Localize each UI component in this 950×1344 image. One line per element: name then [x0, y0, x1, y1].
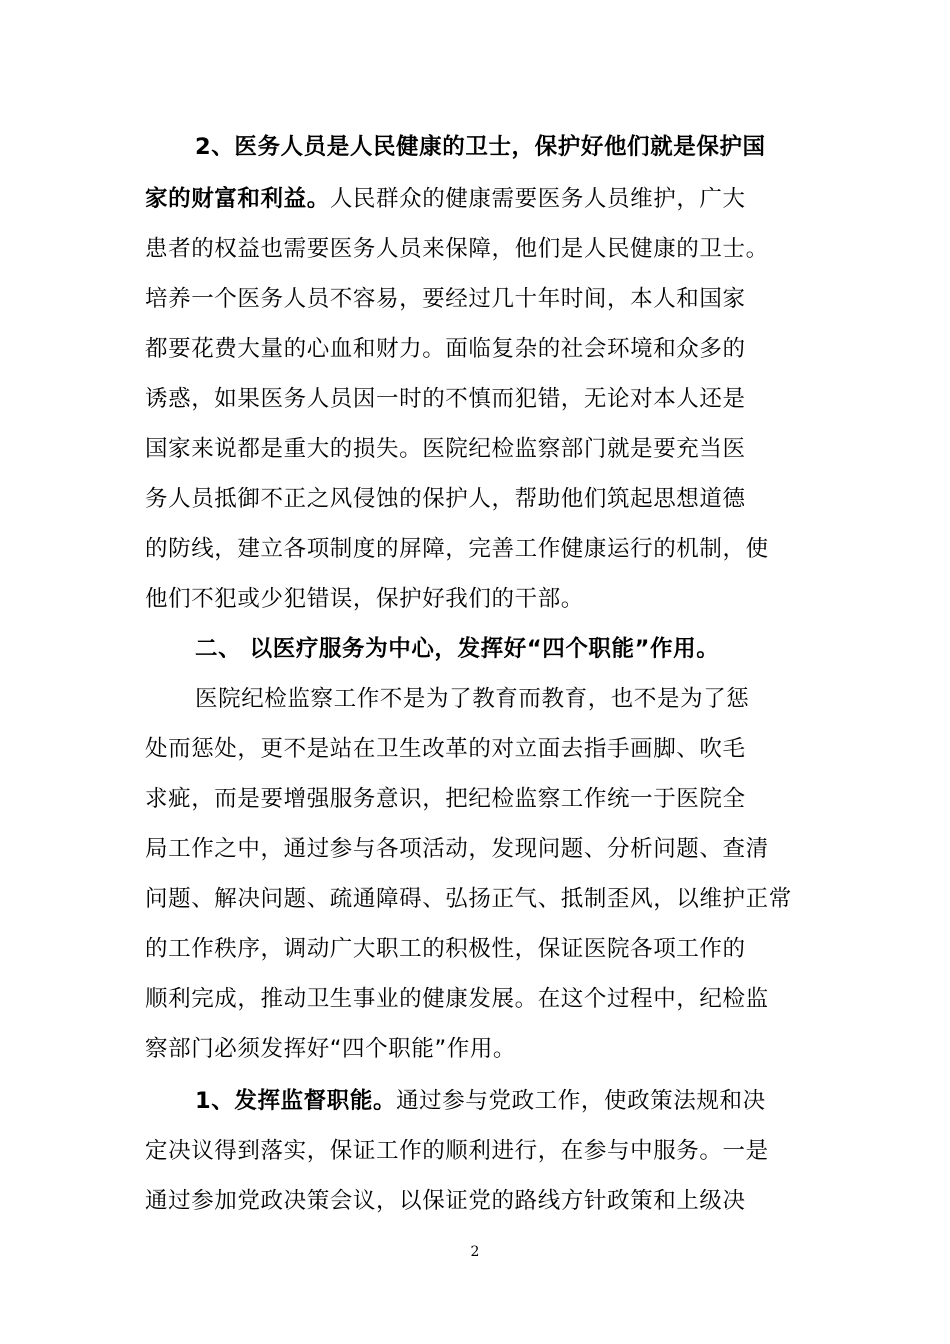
body-text: 定决议得到落实，保证工作的顺利进行，在参与中服务。一是 — [145, 1138, 769, 1164]
body-text: 的工作秩序，调动广大职工的积极性，保证医院各项工作的 — [145, 936, 746, 962]
paragraph-line — [145, 979, 805, 1019]
heading-text: 二、 以医疗服务为中心，发挥好“四个职能”作用。 — [195, 636, 720, 662]
paragraph-line — [145, 779, 805, 819]
body-text: 处而惩处，更不是站在卫生改革的对立面去指手画脚、吹毛 — [145, 736, 746, 762]
body-text: 问题、解决问题、疏通障碍、弘扬正气、抵制歪风，以维护正常 — [145, 886, 792, 912]
body-text: 通过参与党政工作，使政策法规和决 — [396, 1088, 766, 1114]
bold-lead-text: 1、发挥监督职能。 — [195, 1088, 397, 1114]
paragraph-line — [145, 829, 805, 869]
body-text: 诱惑，如果医务人员因一时的不慎而犯错，无论对本人还是 — [145, 386, 746, 412]
body-text: 通过参加党政决策会议，以保证党的路线方针政策和上级决 — [145, 1188, 746, 1214]
body-text: 人民群众的健康需要医务人员维护，广大 — [329, 186, 746, 212]
body-text: 的防线，建立各项制度的屏障，完善工作健康运行的机制，使 — [145, 536, 769, 562]
paragraph-line — [145, 229, 805, 269]
body-text: 务人员抵御不正之风侵蚀的保护人，帮助他们筑起思想道德 — [145, 486, 746, 512]
paragraph-line — [145, 1131, 805, 1171]
paragraph-line — [145, 579, 805, 619]
body-text: 患者的权益也需要医务人员来保障，他们是人民健康的卫士。 — [145, 236, 769, 262]
paragraph-line — [145, 479, 805, 519]
paragraph-line — [145, 1181, 805, 1221]
paragraph-line — [145, 429, 805, 469]
page-number: 2 — [470, 1244, 480, 1260]
bold-lead-text: 家的财富和利益。 — [145, 186, 330, 212]
body-text: 求疵，而是要增强服务意识，把纪检监察工作统一于医院全 — [145, 786, 746, 812]
body-text: 国家来说都是重大的损失。医院纪检监察部门就是要充当医 — [145, 436, 746, 462]
paragraph-line — [145, 529, 805, 569]
section-heading — [195, 629, 805, 669]
paragraph-line — [145, 379, 805, 419]
paragraph-line — [195, 1081, 805, 1121]
body-text: 医院纪检监察工作不是为了教育而教育，也不是为了惩 — [195, 686, 750, 712]
paragraph-line — [145, 929, 805, 969]
paragraph-line — [145, 279, 805, 319]
body-text: 局工作之中，通过参与各项活动，发现问题、分析问题、查清 — [145, 836, 769, 862]
body-text: 他们不犯或少犯错误，保护好我们的干部。 — [145, 586, 584, 612]
body-text: 察部门必须发挥好“四个职能”作用。 — [145, 1036, 517, 1062]
body-text: 都要花费大量的心血和财力。面临复杂的社会环境和众多的 — [145, 336, 746, 362]
paragraph-line — [195, 679, 805, 719]
bold-lead-text: 2、医务人员是人民健康的卫士，保护好他们就是保护国 — [195, 134, 766, 160]
paragraph-line — [145, 329, 805, 369]
paragraph-line — [145, 879, 805, 919]
body-text: 顺利完成，推动卫生事业的健康发展。在这个过程中，纪检监 — [145, 986, 769, 1012]
body-text: 培养一个医务人员不容易，要经过几十年时间，本人和国家 — [145, 286, 746, 312]
paragraph-line — [145, 729, 805, 769]
paragraph-line — [145, 1029, 805, 1069]
paragraph-line — [145, 179, 805, 219]
paragraph-line — [195, 127, 805, 167]
